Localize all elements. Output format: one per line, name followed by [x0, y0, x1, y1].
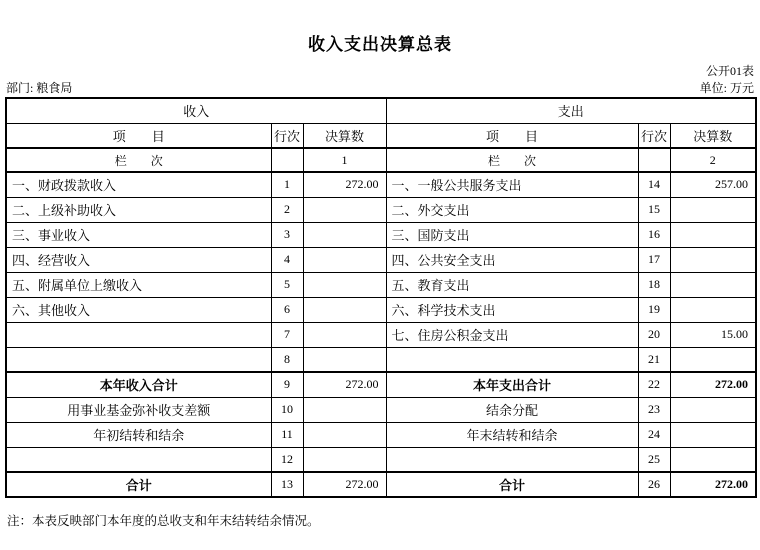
expense-amount-cell: 257.00 — [670, 172, 756, 197]
income-item-cell: 合计 — [6, 472, 271, 497]
income-amount-cell — [303, 297, 386, 322]
income-rowno-cell: 11 — [271, 422, 303, 447]
expense-item-cell: 一、一般公共服务支出 — [386, 172, 638, 197]
expense-item-cell: 四、公共安全支出 — [386, 247, 638, 272]
income-item-cell: 四、经营收入 — [6, 247, 271, 272]
income-rowno-cell: 6 — [271, 297, 303, 322]
expense-amount-cell — [670, 297, 756, 322]
expense-item-cell: 三、国防支出 — [386, 222, 638, 247]
expense-amount-cell — [670, 247, 756, 272]
table-row — [6, 222, 756, 247]
income-amount-cell — [303, 272, 386, 297]
income-rowno-cell: 12 — [271, 447, 303, 472]
expense-amount-cell — [670, 347, 756, 372]
department-label: 部门: 粮食局 — [6, 81, 73, 95]
expense-rowno-cell: 15 — [638, 197, 670, 222]
income-item-cell — [6, 322, 271, 347]
income-column-rowno-blank — [271, 148, 303, 172]
expense-item-cell: 二、外交支出 — [386, 197, 638, 222]
table-row — [6, 447, 756, 472]
budget-summary-table — [5, 97, 757, 498]
income-column-label: 栏 次 — [6, 148, 271, 172]
income-rowno-cell: 2 — [271, 197, 303, 222]
table-row — [6, 272, 756, 297]
column-header-row — [6, 123, 756, 148]
expense-rowno-cell: 16 — [638, 222, 670, 247]
income-amount-cell — [303, 322, 386, 347]
income-item-cell — [6, 447, 271, 472]
table-row — [6, 247, 756, 272]
expense-rowno-cell: 26 — [638, 472, 670, 497]
expense-item-cell — [386, 347, 638, 372]
expense-column-rowno-blank — [638, 148, 670, 172]
table-row — [6, 397, 756, 422]
income-item-cell: 本年收入合计 — [6, 372, 271, 397]
expense-amount-cell — [670, 272, 756, 297]
income-rowno-cell: 1 — [271, 172, 303, 197]
expense-item-cell: 五、教育支出 — [386, 272, 638, 297]
table-row — [6, 322, 756, 347]
expense-rowno-cell: 14 — [638, 172, 670, 197]
expense-rowno-cell: 17 — [638, 247, 670, 272]
expense-rowno-cell: 22 — [638, 372, 670, 397]
expense-item-cell: 七、住房公积金支出 — [386, 322, 638, 347]
income-rowno-cell: 7 — [271, 322, 303, 347]
expense-section-header: 支出 — [386, 98, 756, 123]
expense-rowno-cell: 21 — [638, 347, 670, 372]
expense-amount-cell — [670, 397, 756, 422]
expense-column-number: 2 — [670, 148, 756, 172]
income-rowno-cell: 8 — [271, 347, 303, 372]
page-title: 收入支出决算总表 — [308, 35, 452, 54]
footnote: 注：本表反映部门本年度的总收支和年末结转结余情况。 — [7, 514, 320, 528]
expense-rowno-cell: 25 — [638, 447, 670, 472]
expense-item-header: 项 目 — [386, 123, 638, 148]
income-amount-cell — [303, 222, 386, 247]
unit-label: 单位: 万元 — [699, 81, 754, 95]
income-amount-cell — [303, 247, 386, 272]
expense-amount-cell — [670, 197, 756, 222]
income-amount-cell: 272.00 — [303, 172, 386, 197]
income-item-cell: 二、上级补助收入 — [6, 197, 271, 222]
table-row — [6, 472, 756, 497]
income-amount-cell: 272.00 — [303, 472, 386, 497]
table-row — [6, 347, 756, 372]
expense-amount-cell — [670, 222, 756, 247]
income-item-header: 项 目 — [6, 123, 271, 148]
table-row — [6, 297, 756, 322]
expense-rowno-cell: 24 — [638, 422, 670, 447]
expense-rowno-cell: 19 — [638, 297, 670, 322]
income-item-cell: 用事业基金弥补收支差额 — [6, 397, 271, 422]
table-code-label: 公开01表 — [705, 64, 754, 78]
expense-item-cell — [386, 447, 638, 472]
expense-amount-cell: 15.00 — [670, 322, 756, 347]
income-rowno-cell: 13 — [271, 472, 303, 497]
column-number-row — [6, 148, 756, 172]
income-item-cell: 年初结转和结余 — [6, 422, 271, 447]
meta-row — [6, 79, 754, 96]
table-row — [6, 172, 756, 197]
income-rowno-cell: 10 — [271, 397, 303, 422]
expense-rowno-header: 行次 — [638, 123, 670, 148]
income-item-cell — [6, 347, 271, 372]
income-rowno-cell: 9 — [271, 372, 303, 397]
expense-item-cell: 年末结转和结余 — [386, 422, 638, 447]
expense-amount-cell — [670, 422, 756, 447]
expense-column-label: 栏 次 — [386, 148, 638, 172]
expense-amount-header: 决算数 — [670, 123, 756, 148]
expense-amount-cell: 272.00 — [670, 372, 756, 397]
expense-item-cell: 六、科学技术支出 — [386, 297, 638, 322]
income-column-number: 1 — [303, 148, 386, 172]
income-item-cell: 五、附属单位上缴收入 — [6, 272, 271, 297]
expense-rowno-cell: 20 — [638, 322, 670, 347]
income-item-cell: 三、事业收入 — [6, 222, 271, 247]
income-amount-cell — [303, 197, 386, 222]
income-amount-header: 决算数 — [303, 123, 386, 148]
expense-item-cell: 结余分配 — [386, 397, 638, 422]
income-amount-cell — [303, 397, 386, 422]
expense-rowno-cell: 23 — [638, 397, 670, 422]
expense-amount-cell — [670, 447, 756, 472]
income-amount-cell — [303, 447, 386, 472]
income-amount-cell: 272.00 — [303, 372, 386, 397]
table-row — [6, 197, 756, 222]
expense-amount-cell: 272.00 — [670, 472, 756, 497]
section-header-row — [6, 98, 756, 123]
income-item-cell: 一、财政拨款收入 — [6, 172, 271, 197]
income-rowno-cell: 4 — [271, 247, 303, 272]
income-amount-cell — [303, 422, 386, 447]
table-row — [6, 372, 756, 397]
income-rowno-cell: 3 — [271, 222, 303, 247]
income-section-header: 收入 — [6, 98, 386, 123]
income-rowno-header: 行次 — [271, 123, 303, 148]
income-amount-cell — [303, 347, 386, 372]
expense-item-cell: 本年支出合计 — [386, 372, 638, 397]
table-body — [6, 172, 756, 497]
table-row — [6, 422, 756, 447]
income-item-cell: 六、其他收入 — [6, 297, 271, 322]
expense-item-cell: 合计 — [386, 472, 638, 497]
expense-rowno-cell: 18 — [638, 272, 670, 297]
income-rowno-cell: 5 — [271, 272, 303, 297]
